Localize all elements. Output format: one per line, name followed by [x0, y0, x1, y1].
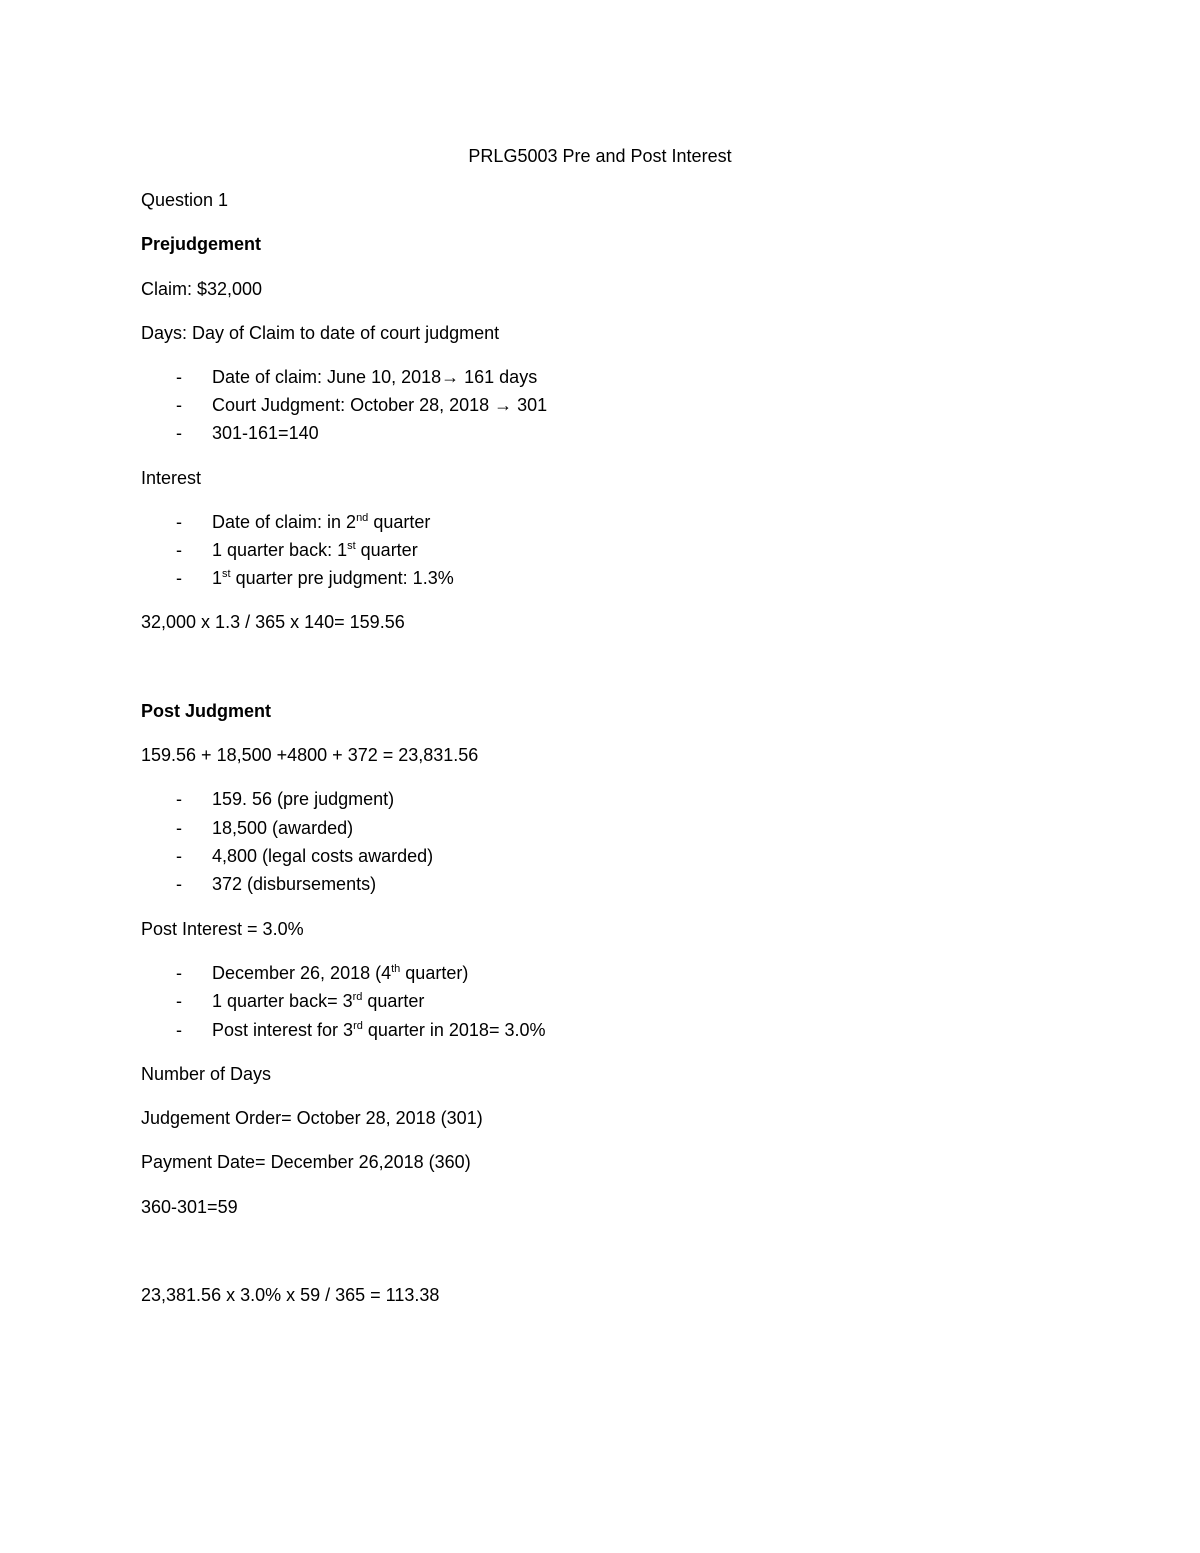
bullet-text: 4,800 (legal costs awarded) [212, 846, 434, 866]
bullet-text-rest: quarter [362, 991, 425, 1011]
bullet-text [212, 511, 430, 533]
bullet-dash: - [176, 818, 182, 838]
bullet-dash: - [176, 846, 182, 866]
bullet-text [212, 567, 454, 589]
bullet-text: 159. 56 (pre judgment) [212, 789, 395, 809]
bullet-dash: - [176, 874, 182, 894]
bullet-text: Court Judgment: October 28, 2018 → 301 [212, 395, 548, 415]
interest-label: Interest [141, 468, 202, 488]
bullet-text-main: 1 quarter back= 3 [212, 991, 353, 1011]
bullet-text [212, 1019, 546, 1041]
bullet-text [212, 990, 424, 1012]
bullet-dash: - [176, 367, 182, 387]
bullet-text-rest: quarter [355, 540, 418, 560]
bullet-dash: - [176, 568, 182, 588]
question-label: Question 1 [141, 190, 229, 210]
bullet-dash: - [176, 789, 182, 809]
bullet-dash: - [176, 991, 182, 1011]
bullet-text-rest: quarter [368, 512, 431, 532]
days-calc-line: 360-301=59 [141, 1197, 238, 1217]
bullet-text: Date of claim: June 10, 2018→ 161 days [212, 367, 538, 387]
bullet-text-main: December 26, 2018 (4 [212, 963, 392, 983]
post-judgment-heading: Post Judgment [141, 701, 272, 721]
claim-line: Claim: $32,000 [141, 279, 263, 299]
ordinal-suffix: rd [353, 1020, 363, 1032]
bullet-dash: - [176, 423, 182, 443]
bullet-dash: - [176, 395, 182, 415]
post-judgment-formula: 23,381.56 x 3.0% x 59 / 365 = 113.38 [141, 1285, 440, 1305]
prejudgement-formula: 32,000 x 1.3 / 365 x 140= 159.56 [141, 612, 405, 632]
bullet-dash: - [176, 1020, 182, 1040]
sum-line: 159.56 + 18,500 +4800 + 372 = 23,831.56 [141, 745, 479, 765]
bullet-text-main: Post interest for 3 [212, 1020, 354, 1040]
bullet-text [212, 539, 418, 561]
bullet-text-main: 1 quarter back: 1 [212, 540, 348, 560]
bullet-dash: - [176, 540, 182, 560]
post-interest-line: Post Interest = 3.0% [141, 919, 304, 939]
bullet-text: 18,500 (awarded) [212, 818, 354, 838]
bullet-text-main: Date of claim: in 2 [212, 512, 357, 532]
prejudgement-heading: Prejudgement [141, 234, 262, 254]
bullet-text: 372 (disbursements) [212, 874, 377, 894]
bullet-dash: - [176, 963, 182, 983]
ordinal-suffix: rd [352, 991, 363, 1003]
document-title: PRLG5003 Pre and Post Interest [468, 146, 732, 166]
bullet-text: 301-161=140 [212, 423, 319, 443]
ordinal-suffix: st [222, 568, 231, 580]
bullet-text-rest: quarter in 2018= 3.0% [362, 1020, 546, 1040]
days-line: Days: Day of Claim to date of court judgment [141, 323, 500, 343]
ordinal-suffix: nd [356, 512, 369, 524]
bullet-dash: - [176, 512, 182, 532]
bullet-text-rest: quarter pre judgment: 1.3% [230, 568, 454, 588]
payment-date-line: Payment Date= December 26,2018 (360) [141, 1152, 471, 1172]
number-of-days-label: Number of Days [141, 1064, 272, 1084]
ordinal-suffix: st [347, 540, 356, 552]
bullet-text [212, 962, 468, 984]
bullet-text-main: 1 [212, 568, 223, 588]
bullet-text-rest: quarter) [400, 963, 469, 983]
judgement-order-line: Judgement Order= October 28, 2018 (301) [141, 1108, 483, 1128]
ordinal-suffix: th [391, 963, 401, 975]
